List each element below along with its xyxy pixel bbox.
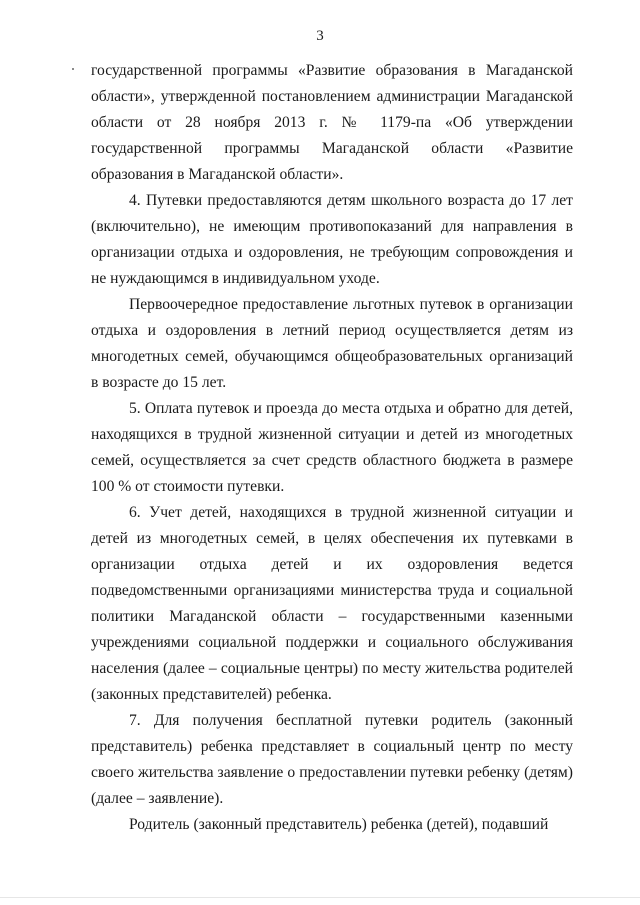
scan-speck: [72, 68, 74, 70]
paragraph-item-7: 7. Для получения бесплатной путевки родитель (законный представитель) ребенка представляет в социальный центр по месту своего жительства заявление о предоставлении путевки ребенку (детям) (далее – заявление).: [91, 712, 573, 807]
paragraph-parent-applicant: Родитель (законный представитель) ребенка (детей), подавший: [129, 816, 549, 833]
page-number: 3: [316, 28, 324, 44]
paragraph-priority-provision: Первоочередное предоставление льготных путевок в организации отдыха и оздоровления в летний период осуществляется детям из многодетных семей, обучающимся общеобразовательных организаций в возрасте до 15 лет.: [91, 296, 573, 391]
paragraph-program-reference: государственной программы «Развитие образования в Магаданской области», утвержденной постановлением администрации Магаданской области от 28 ноября 2013 г. № 1179-па «Об утверждении государственной программы Магаданской области «Развитие образования в Магаданской области».: [91, 62, 573, 183]
page-bottom-edge: [0, 897, 640, 898]
paragraph-item-5: 5. Оплата путевок и проезда до места отдыха и обратно для детей, находящихся в трудной жизненной ситуации и детей из многодетных семей, осуществляется за счет средств областного бюджета в размере 100 % от стоимости путевки.: [91, 400, 573, 495]
paragraph-item-6: 6. Учет детей, находящихся в трудной жизненной ситуации и детей из многодетных семей, в целях обеспечения их путевками в организации отдыха детей и их оздоровления ведется подведомственными организациями министерства труда и социальной политики Магаданской области – государственными казенными учреждениями социальной поддержки и социального обслуживания населения (далее – социальные центры) по месту жительства родителей (законных представителей) ребенка.: [91, 504, 573, 703]
document-body: [91, 58, 573, 838]
paragraph-item-4: 4. Путевки предоставляются детям школьного возраста до 17 лет (включительно), не имеющим противопоказаний для направления в организации отдыха и оздоровления, не требующим сопровождения и не нуждающимся в индивидуальном уходе.: [91, 192, 573, 287]
